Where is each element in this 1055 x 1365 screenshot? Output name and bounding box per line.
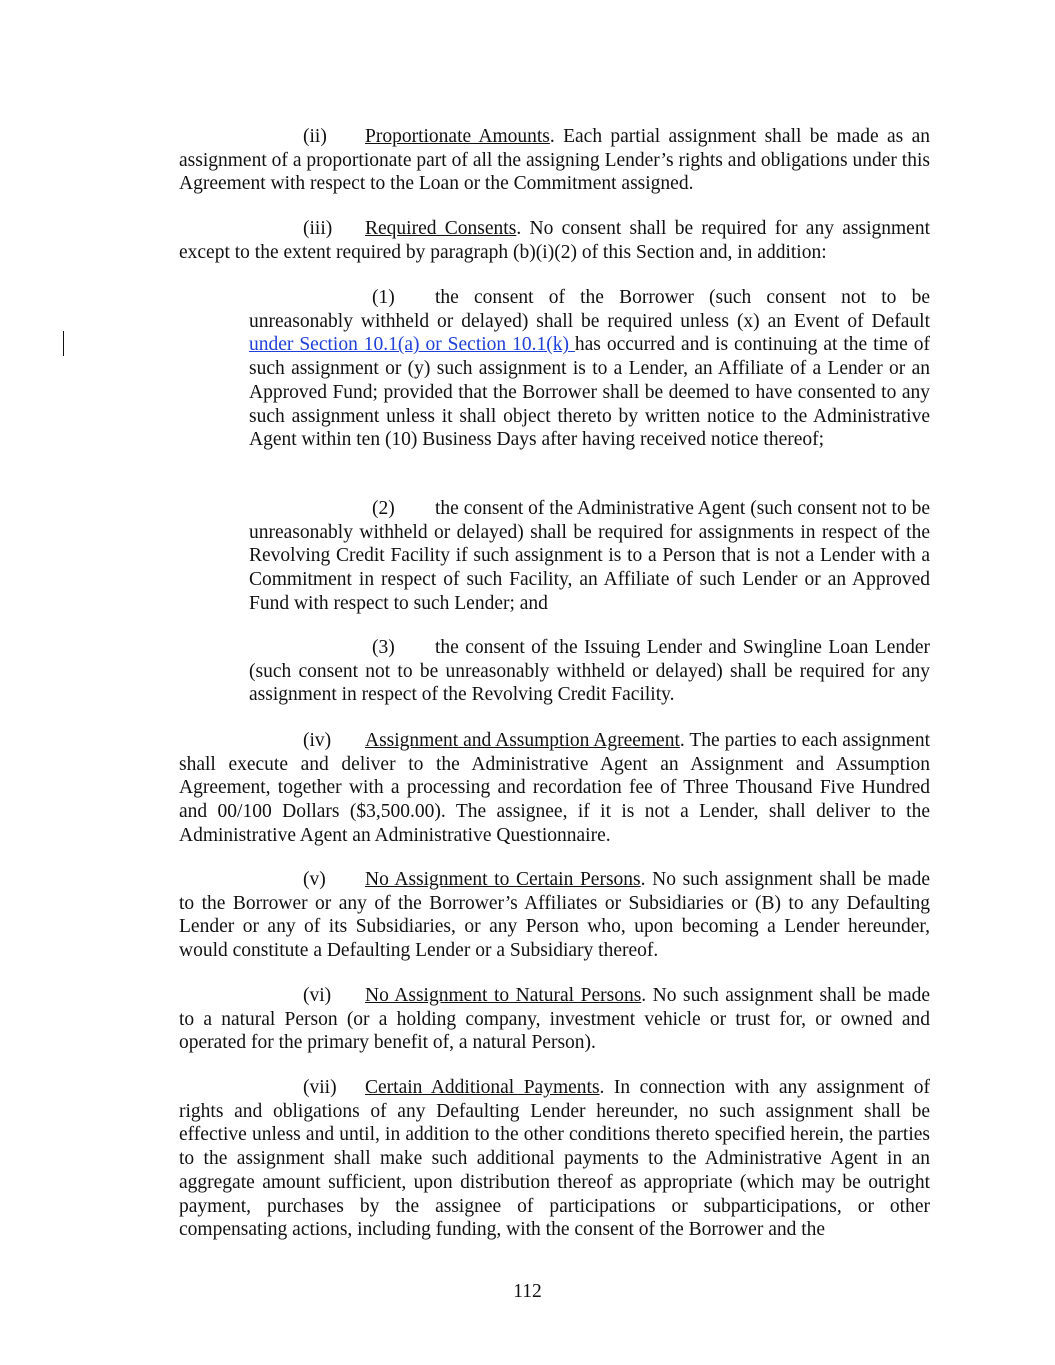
paragraph-number: (iii) <box>303 218 333 239</box>
paragraph-v <box>179 868 930 963</box>
paragraph-text: . No such assignment shall be made to a natural Person (or a holding company, investment vehicle or trust for, or owned and operated for the primary benefit of, a natural Person). <box>179 985 931 1054</box>
paragraph-number: (v) <box>303 869 326 890</box>
paragraph-vii <box>179 1076 930 1242</box>
clause-1 <box>249 286 930 452</box>
clause-text-continued: has occurred and is continuing at the time of such assignment or (y) such assignment is to a Lender, an Affiliate of a Lender or an Approved Fund; provided that the Borrower shall be deemed to have consented to any such assignment unless it shall object thereto by written notice to the Administrative Agent within ten (10) Business Days after having received notice thereof; <box>249 334 930 451</box>
paragraph-text: . The parties to each assignment shall execute and deliver to the Administrative Agent an Assignment and Assumption Agreement, together with a processing and recordation fee of Three Thousand Five Hundred and 00/100 Dollars ($3,500.00). The assignee, if it is not a Lender, shall deliver to the Administrative Agent an Administrative Questionnaire. <box>179 730 930 846</box>
page-number: 112 <box>513 1281 542 1302</box>
paragraph-heading: Assignment and Assumption Agreement <box>365 730 680 751</box>
paragraph-heading: Certain Additional Payments <box>365 1077 600 1098</box>
paragraph-number: (iv) <box>303 730 332 751</box>
paragraph-heading: No Assignment to Certain Persons <box>365 869 641 890</box>
clause-text: the consent of the Issuing Lender and Swingline Loan Lender (such consent not to be unreasonably withheld or delayed) shall be required for any assignment in respect of the Revolving Credit Facility. <box>249 637 930 706</box>
clause-number: (2) <box>372 498 395 519</box>
clause-number: (1) <box>372 287 395 308</box>
paragraph-iii <box>179 217 930 264</box>
clause-2 <box>249 497 930 616</box>
clause-text: the consent of the Borrower (such consent not to be unreasonably withheld or delayed) shall be required unless (x) an Event of Default <box>249 287 930 332</box>
paragraph-heading: Required Consents <box>365 218 517 239</box>
paragraph-heading: No Assignment to Natural Persons <box>365 985 642 1006</box>
section-reference-link[interactable]: under Section 10.1(a) or Section 10.1(k) <box>249 334 575 356</box>
paragraph-number: (vi) <box>303 985 332 1006</box>
paragraph-number: (vii) <box>303 1077 337 1098</box>
paragraph-text: . No such assignment shall be made to the Borrower or any of the Borrower’s Affiliates or Subsidiaries or (B) to any Defaulting Lender or any of its Subsidiaries, or any Person who, upon becoming a Lender hereunder, would constitute a Defaulting Lender or a Subsidiary thereof. <box>179 869 930 962</box>
clause-text: the consent of the Administrative Agent (such consent not to be unreasonably withheld or delayed) shall be required for assignments in respect of the Revolving Credit Facility if such assignment is to a Person that is not a Lender with a Commitment in respect of such Facility, an Affiliate of such Lender or an Approved Fund with respect to such Lender; and <box>249 498 930 614</box>
paragraph-vi <box>179 984 930 1055</box>
paragraph-ii <box>179 125 930 196</box>
clause-3 <box>249 636 930 707</box>
clause-number: (3) <box>372 637 395 658</box>
paragraph-heading: Proportionate Amounts <box>365 126 550 147</box>
paragraph-text: . No consent shall be required for any assignment except to the extent required by paragraph (b)(i)(2) of this Section and, in addition: <box>179 218 931 263</box>
revision-change-bar <box>63 331 64 356</box>
paragraph-text: . In connection with any assignment of rights and obligations of any Defaulting Lender hereunder, no such assignment shall be effective unless and until, in addition to the other conditions thereto specified herein, the parties to the assignment shall make such additional payments to the Administrative Agent in an aggregate amount sufficient, upon distribution thereof as appropriate (which may be outright payment, purchases by the assignee of participations or subparticipations, or other compensating actions, including funding, with the consent of the Borrower and the <box>179 1077 930 1241</box>
paragraph-iv <box>179 729 930 848</box>
paragraph-number: (ii) <box>303 126 327 147</box>
paragraph-text: . Each partial assignment shall be made as an assignment of a proportionate part of all the assigning Lender’s rights and obligations under this Agreement with respect to the Loan or the Commitment assigned. <box>179 126 930 195</box>
